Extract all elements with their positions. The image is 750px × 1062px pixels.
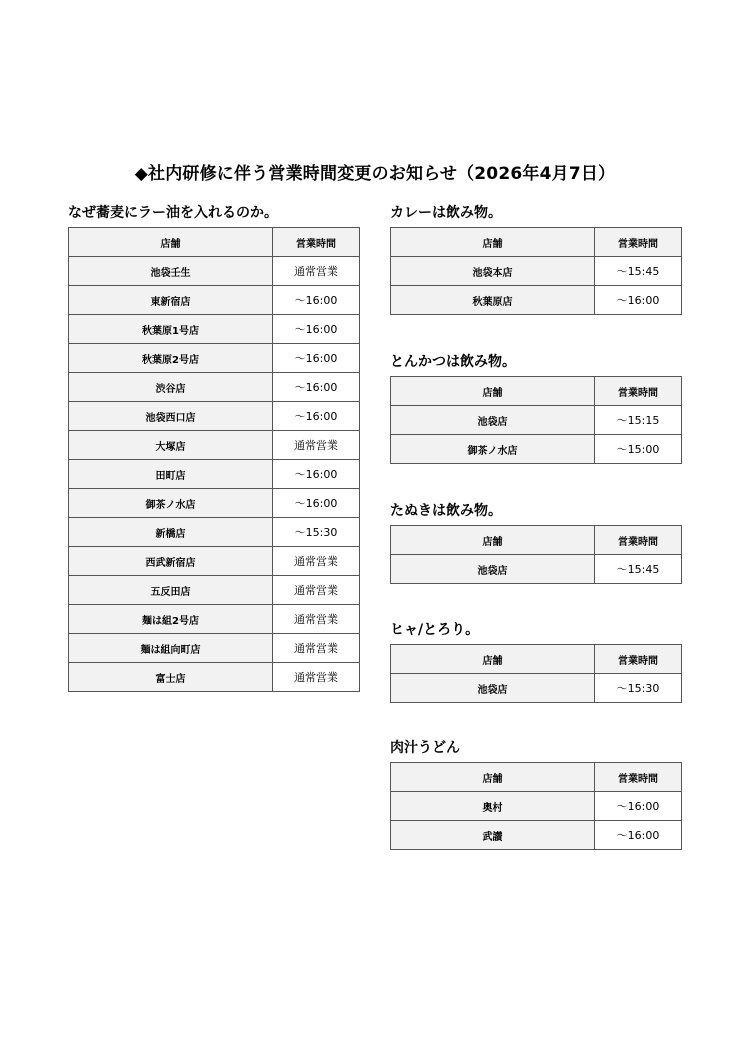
table-header-row (69, 228, 360, 257)
store-name: 池袋店 (391, 406, 595, 435)
section-nikujiru-udon (390, 737, 682, 850)
table-row (391, 435, 682, 464)
store-hours: ～16:00 (595, 821, 682, 850)
store-hours: ～15:00 (595, 435, 682, 464)
hours-table (390, 644, 682, 703)
header-hours: 営業時間 (595, 645, 682, 674)
store-hours: ～16:00 (273, 286, 360, 315)
store-hours: ～16:00 (273, 489, 360, 518)
header-store: 店舗 (391, 526, 595, 555)
store-hours: 通常営業 (273, 257, 360, 286)
section-curry (390, 202, 682, 315)
header-store: 店舗 (391, 763, 595, 792)
store-hours: ～16:00 (595, 792, 682, 821)
store-name: 武讃 (391, 821, 595, 850)
table-row (69, 518, 360, 547)
hours-table (390, 227, 682, 315)
store-name: 渋谷店 (69, 373, 273, 402)
table-row (69, 547, 360, 576)
section-title: ヒャ/とろり。 (390, 622, 480, 638)
header-hours: 営業時間 (595, 377, 682, 406)
store-name: 田町店 (69, 460, 273, 489)
store-name: 御茶ノ水店 (391, 435, 595, 464)
header-hours: 営業時間 (595, 228, 682, 257)
table-row (69, 605, 360, 634)
store-name: 新橋店 (69, 518, 273, 547)
table-row (69, 344, 360, 373)
store-name: 池袋西口店 (69, 402, 273, 431)
store-hours: ～15:45 (595, 555, 682, 584)
store-hours: ～16:00 (273, 373, 360, 402)
store-hours: ～16:00 (595, 286, 682, 315)
hours-table (390, 762, 682, 850)
section-soba (68, 202, 360, 692)
header-hours: 営業時間 (595, 526, 682, 555)
table-row (69, 286, 360, 315)
section-title: 肉汁うどん (390, 740, 460, 756)
table-row (391, 286, 682, 315)
table-row (69, 634, 360, 663)
store-hours: ～16:00 (273, 402, 360, 431)
store-name: 麺は組向町店 (69, 634, 273, 663)
page-title: ◆社内研修に伴う営業時間変更のお知らせ（2026年4月7日） (134, 164, 616, 184)
section-title: カレーは飲み物。 (390, 205, 502, 221)
store-name: 東新宿店 (69, 286, 273, 315)
table-row (69, 315, 360, 344)
table-row (69, 576, 360, 605)
section-title: なぜ蕎麦にラー油を入れるのか。 (68, 205, 278, 221)
section-title: とんかつは飲み物。 (390, 354, 516, 370)
table-row (69, 373, 360, 402)
table-row (69, 489, 360, 518)
store-hours: ～16:00 (273, 460, 360, 489)
table-header-row (391, 763, 682, 792)
store-name: 奥村 (391, 792, 595, 821)
table-row (391, 674, 682, 703)
store-name: 御茶ノ水店 (69, 489, 273, 518)
store-name: 富士店 (69, 663, 273, 692)
store-hours: ～15:30 (595, 674, 682, 703)
header-hours: 営業時間 (595, 763, 682, 792)
store-name: 池袋本店 (391, 257, 595, 286)
table-header-row (391, 228, 682, 257)
section-tanuki (390, 500, 682, 584)
table-header-row (391, 377, 682, 406)
hours-table (390, 376, 682, 464)
store-hours: 通常営業 (273, 431, 360, 460)
store-hours: ～15:30 (273, 518, 360, 547)
store-name: 池袋店 (391, 555, 595, 584)
store-hours: ～16:00 (273, 315, 360, 344)
table-header-row (391, 645, 682, 674)
table-row (69, 402, 360, 431)
table-row (69, 257, 360, 286)
section-hiya-torori (390, 619, 682, 703)
table-row (391, 555, 682, 584)
store-hours: ～15:45 (595, 257, 682, 286)
store-name: 秋葉原2号店 (69, 344, 273, 373)
hours-table (68, 227, 360, 692)
store-hours: 通常営業 (273, 634, 360, 663)
table-row (69, 431, 360, 460)
header-store: 店舗 (391, 228, 595, 257)
store-name: 秋葉原店 (391, 286, 595, 315)
hours-table (390, 525, 682, 584)
store-hours: 通常営業 (273, 547, 360, 576)
table-row (69, 663, 360, 692)
table-header-row (391, 526, 682, 555)
store-name: 五反田店 (69, 576, 273, 605)
store-hours: 通常営業 (273, 576, 360, 605)
table-row (391, 792, 682, 821)
header-store: 店舗 (391, 645, 595, 674)
table-row (391, 257, 682, 286)
store-name: 大塚店 (69, 431, 273, 460)
header-store: 店舗 (391, 377, 595, 406)
store-name: 池袋店 (391, 674, 595, 703)
section-tonkatsu (390, 351, 682, 464)
table-row (391, 406, 682, 435)
table-row (391, 821, 682, 850)
store-name: 池袋壬生 (69, 257, 273, 286)
store-hours: 通常営業 (273, 605, 360, 634)
table-row (69, 460, 360, 489)
section-title: たぬきは飲み物。 (390, 503, 502, 519)
store-name: 秋葉原1号店 (69, 315, 273, 344)
store-hours: ～16:00 (273, 344, 360, 373)
store-name: 麺は組2号店 (69, 605, 273, 634)
store-hours: ～15:15 (595, 406, 682, 435)
store-name: 西武新宿店 (69, 547, 273, 576)
header-hours: 営業時間 (273, 228, 360, 257)
header-store: 店舗 (69, 228, 273, 257)
store-hours: 通常営業 (273, 663, 360, 692)
